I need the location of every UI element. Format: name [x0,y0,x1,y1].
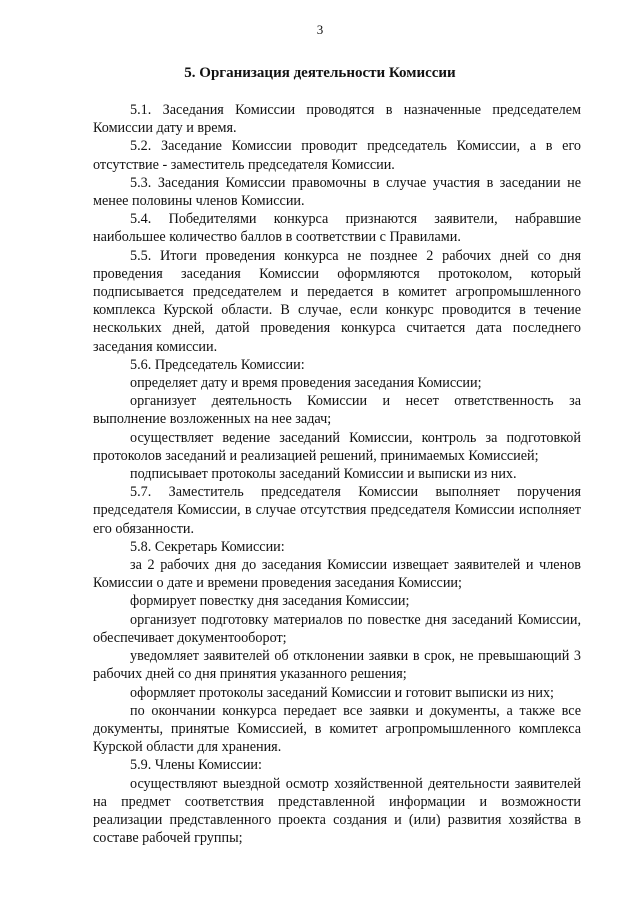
list-item: осуществляет ведение заседаний Комиссии, контроль за подготовкой протоколов заседаний и реализацией решений, принимаемых Комиссией; [93,429,581,464]
list-item: организует подготовку материалов по повестке дня заседаний Комиссии, обеспечивает документооборот; [93,611,581,646]
list-item: формирует повестку дня заседания Комиссии; [130,593,410,610]
paragraph-5-2: 5.2. Заседание Комиссии проводит председатель Комиссии, а в его отсутствие - заместитель председателя Комиссии. [93,138,581,173]
paragraph-5-9: 5.9. Члены Комиссии: [130,757,262,774]
paragraph-5-8: 5.8. Секретарь Комиссии: [130,538,285,555]
list-item: оформляет протоколы заседаний Комиссии и готовит выписки из них; [130,684,554,701]
paragraph-5-6: 5.6. Председатель Комиссии: [130,356,305,373]
list-item: по окончании конкурса передает все заявки и документы, а также все документы, принятые Комиссией, в комитет агропромышленного комплекса Курской области для хранения. [93,702,581,756]
list-item: осуществляют выездной осмотр хозяйственной деятельности заявителей на предмет соответствия представленной информации и возможности реализации представленного проекта создания и (или) развития хозяйства в составе рабочей группы; [93,775,581,847]
list-item: уведомляет заявителей об отклонении заявки в срок, не превышающий 3 рабочих дней со дня принятия указанного решения; [93,648,581,683]
section-heading: 5. Организация деятельности Комиссии [184,65,456,81]
paragraph-5-3: 5.3. Заседания Комиссии правомочны в случае участия в заседании не менее половины членов Комиссии. [93,174,581,210]
list-item: за 2 рабочих дня до заседания Комиссии извещает заявителей и членов Комиссии о дате и времени проведения заседания Комиссии; [93,557,581,592]
paragraph-5-1: 5.1. Заседания Комиссии проводятся в назначенные председателем Комиссии дату и время. [93,102,581,137]
paragraph-5-4: 5.4. Победителями конкурса признаются заявители, набравшие наибольшее количество баллов в соответствии с Правилами. [93,211,581,246]
list-item: подписывает протоколы заседаний Комиссии и выписки из них. [130,466,517,483]
list-item: организует деятельность Комиссии и несет ответственность за выполнение возложенных на нее задач; [93,393,581,428]
page-number: 3 [316,22,324,37]
paragraph-5-5: 5.5. Итоги проведения конкурса не позднее 2 рабочих дней со дня проведения заседания Комиссии оформляются протоколом, который подписывается председателем и передается в комитет агропромышленного комплекса Курской области. В случае, если конкурс проводится в течение нескольких дней, датой проведения конкурса считается дата последнего заседания комиссии. [93,247,581,355]
list-item: определяет дату и время проведения заседания Комиссии; [130,375,482,392]
paragraph-5-7: 5.7. Заместитель председателя Комиссии выполняет поручения председателя Комиссии, в случае отсутствия председателя Комиссии исполняет его обязанности. [93,484,581,537]
document-body [93,101,581,847]
